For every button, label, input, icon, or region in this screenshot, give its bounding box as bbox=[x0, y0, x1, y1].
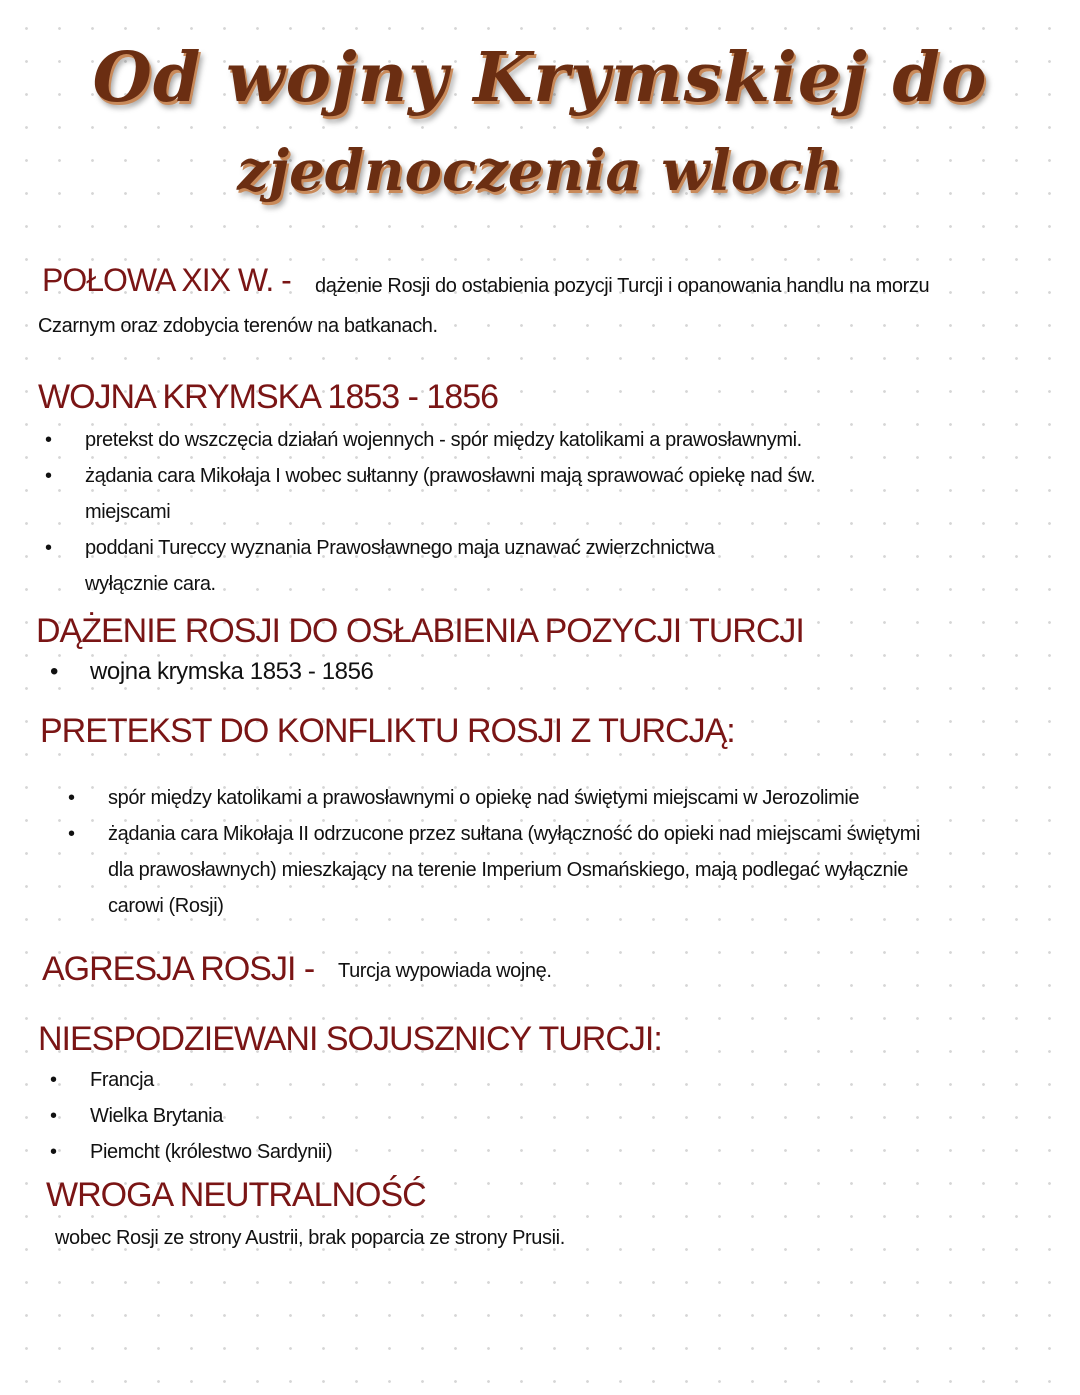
heading-polowa: POŁOWA XIX W. - bbox=[42, 262, 291, 298]
agresja-text: Turcja wypowiada wojnę. bbox=[338, 960, 552, 982]
list-item: • Francja bbox=[90, 1062, 332, 1098]
list-item: • poddani Tureccy wyznania Prawosławnego maja uznawać zwierzchnictwa wyłącznie cara. bbox=[85, 530, 785, 602]
list-item: • pretekst do wszczęcia działań wojennych - spór między katolikami a prawosławnymi. bbox=[85, 422, 865, 458]
list-item: • żądania cara Mikołaja II odrzucone przez sułtana (wyłączność do opieki nad miejscami świętymi dla prawosławnych) mieszkający na terenie Imperium Osmańskiego, mają podlegać wyłącznie carowi (Rosji) bbox=[108, 816, 928, 924]
list-item: • Wielka Brytania bbox=[90, 1098, 332, 1134]
heading-agresja: AGRESJA ROSJI - bbox=[42, 950, 315, 988]
polowa-text-1: dążenie Rosji do ostabienia pozycji Turcji i opanowania handlu na morzu bbox=[315, 275, 930, 297]
polowa-text-2: Czarnym oraz zdobycia terenów na batkanach. bbox=[38, 315, 438, 337]
pretekst-list bbox=[108, 780, 928, 924]
title-line-1: Od wojny Krymskiej do bbox=[92, 38, 988, 118]
heading-dazenie: DĄŻENIE ROSJI DO OSŁABIENIA POZYCJI TURCJI bbox=[36, 612, 804, 650]
list-item: • żądania cara Mikołaja I wobec sułtanny (prawosławni mają sprawować opiekę nad św. miejscami bbox=[85, 458, 845, 530]
title-line-2: zjednoczenia wloch bbox=[237, 138, 843, 204]
list-item: • spór między katolikami a prawosławnymi o opiekę nad świętymi miejscami w Jerozolimie bbox=[108, 780, 928, 816]
heading-wojna-krymska: WOJNA KRYMSKA 1853 - 1856 bbox=[38, 378, 499, 416]
sojusznicy-list bbox=[90, 1062, 332, 1170]
wojna-list bbox=[85, 422, 865, 602]
list-item: • wojna krymska 1853 - 1856 bbox=[90, 654, 374, 690]
list-item: • Piemcht (królestwo Sardynii) bbox=[90, 1134, 332, 1170]
neutralnosc-text: wobec Rosji ze strony Austrii, brak poparcia ze strony Prusii. bbox=[55, 1227, 565, 1249]
heading-pretekst: PRETEKST DO KONFLIKTU ROSJI Z TURCJĄ: bbox=[40, 712, 735, 750]
heading-wroga-neutralnosc: WROGA NEUTRALNOŚĆ bbox=[46, 1176, 426, 1214]
heading-sojusznicy: NIESPODZIEWANI SOJUSZNICY TURCJI: bbox=[38, 1020, 662, 1058]
dazenie-list bbox=[90, 654, 374, 690]
